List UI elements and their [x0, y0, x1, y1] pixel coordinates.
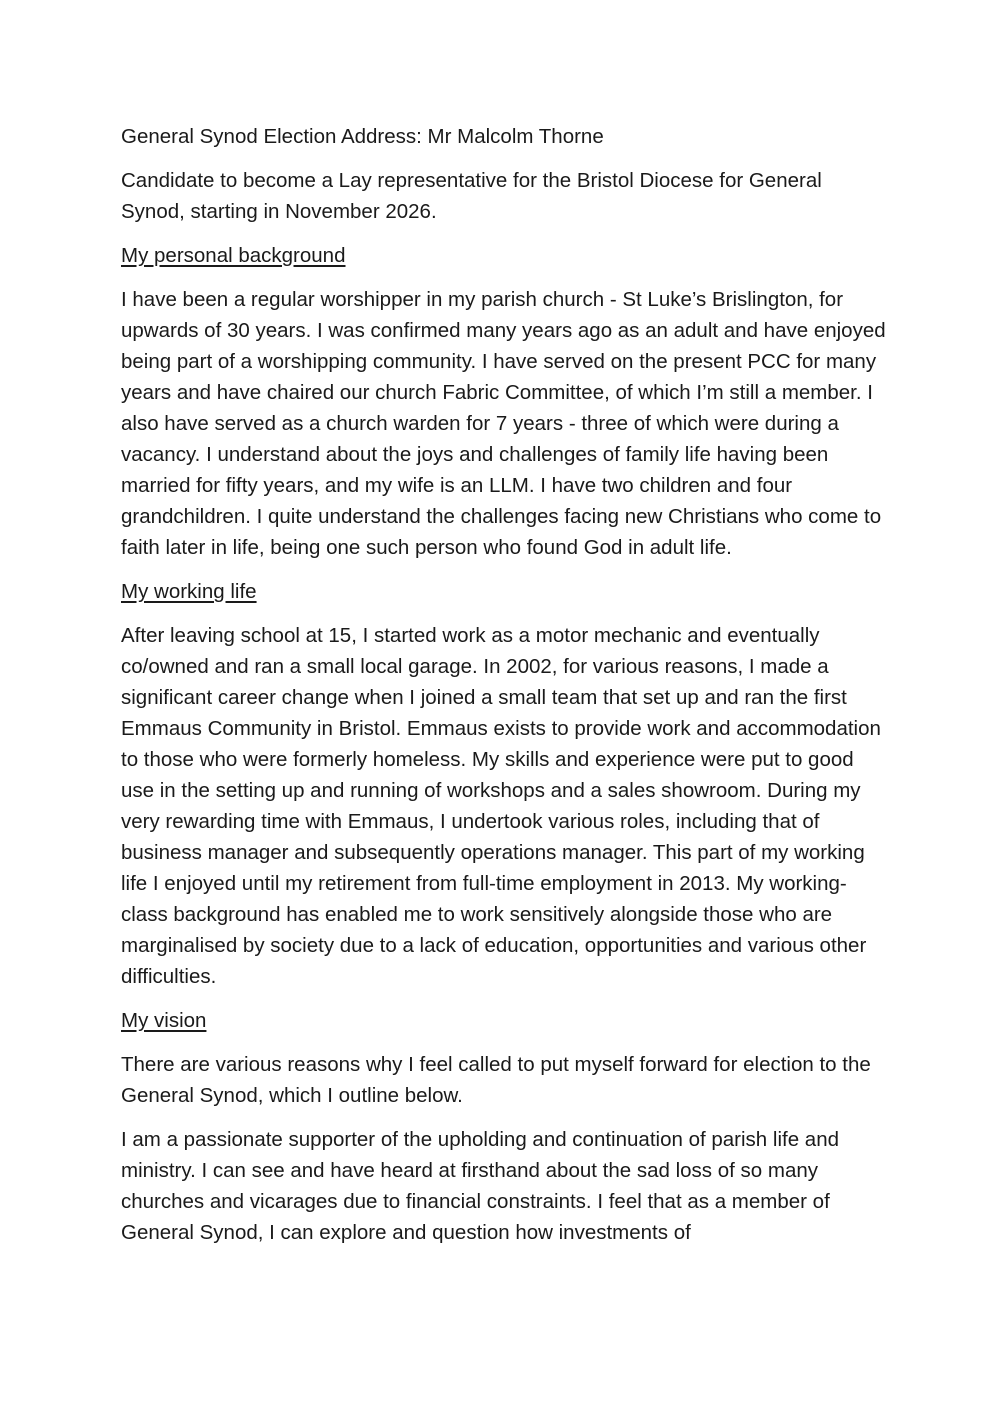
section-paragraph: I am a passionate supporter of the upholding and continuation of parish life and ministry. I can see and have heard at firsthand about the sad loss of so many churches and vicarages due to financial constraints. I feel that as a member of General Synod, I can explore and question how investments of	[121, 1128, 839, 1244]
section-heading: My working life	[121, 580, 257, 603]
document-title: General Synod Election Address: Mr Malcolm Thorne	[121, 125, 604, 148]
section-paragraph: I have been a regular worshipper in my parish church - St Luke’s Brislington, for upwards of 30 years. I was confirmed many years ago as an adult and have enjoyed being part of a worshipping community. I have served on the present PCC for many years and have chaired our church Fabric Committee, of which I’m still a member. I also have served as a church warden for 7 years - three of which were during a vacancy. I understand about the joys and challenges of family life having been married for fifty years, and my wife is an LLM. I have two children and four grandchildren. I quite understand the challenges facing new Christians who come to faith later in life, being one such person who found God in adult life.	[121, 288, 886, 559]
section-vision	[121, 1005, 891, 1248]
document-page	[121, 121, 891, 1261]
section-working-life	[121, 576, 891, 992]
section-heading: My personal background	[121, 244, 346, 267]
section-personal-background	[121, 240, 891, 563]
section-paragraph: After leaving school at 15, I started work as a motor mechanic and eventually co/owned and ran a small local garage. In 2002, for various reasons, I made a significant career change when I joined a small team that set up and ran the first Emmaus Community in Bristol. Emmaus exists to provide work and accommodation to those who were formerly homeless. My skills and experience were put to good use in the setting up and running of workshops and a sales showroom. During my very rewarding time with Emmaus, I undertook various roles, including that of business manager and subsequently operations manager. This part of my working life I enjoyed until my retirement from full-time employment in 2013. My working-class background has enabled me to work sensitively alongside those who are marginalised by society due to a lack of education, opportunities and various other difficulties.	[121, 624, 881, 988]
candidate-intro: Candidate to become a Lay representative for the Bristol Diocese for General Synod, starting in November 2026.	[121, 169, 822, 223]
section-paragraph: There are various reasons why I feel called to put myself forward for election to the General Synod, which I outline below.	[121, 1053, 871, 1107]
section-heading: My vision	[121, 1009, 207, 1032]
